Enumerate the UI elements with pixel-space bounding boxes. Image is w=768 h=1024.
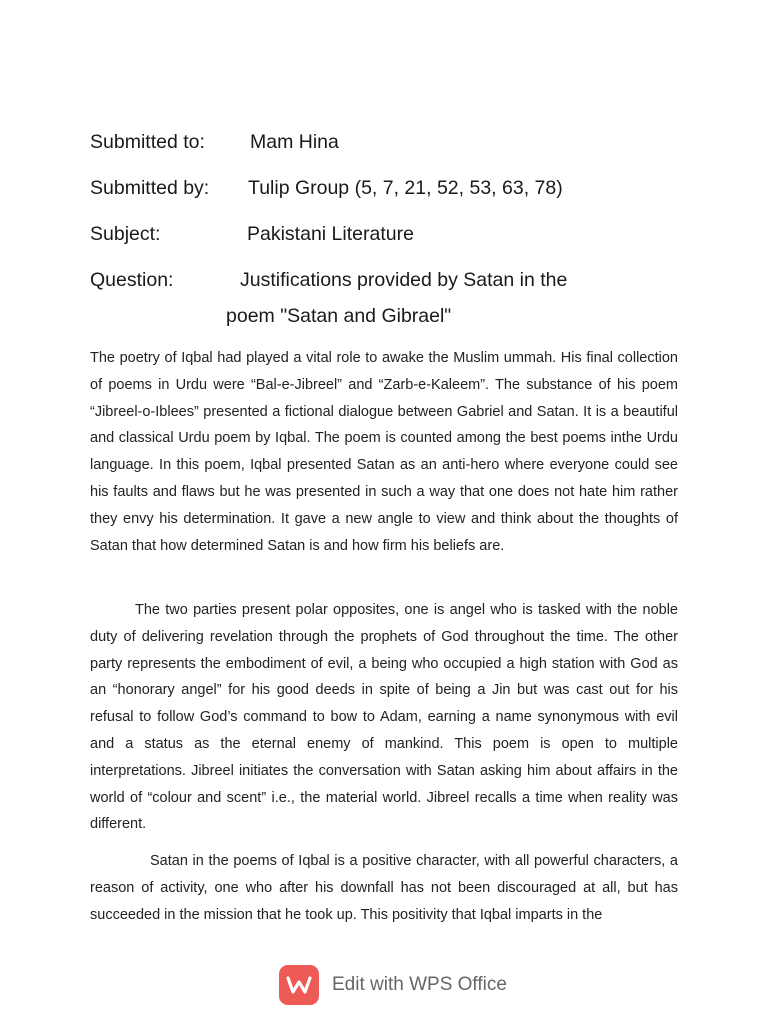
header-submitted-to (90, 130, 339, 154)
question-value-line1: Justifications provided by Satan in the (240, 269, 568, 291)
header-submitted-by (90, 176, 563, 200)
paragraph-1: The poetry of Iqbal had played a vital role to awake the Muslim ummah. His final collection of poems in Urdu were “Bal-e-Jibreel” and “Zarb-e-Kaleem”. The substance of his poem “Jibreel-o-Iblees” presented a fictional dialogue between Gabriel and Satan. It is a beautiful and classical Urdu poem by Iqbal. The poem is counted among the best poems inthe Urdu language. In this poem, Iqbal presented Satan as an anti-hero where everyone could see his faults and flaws but he was presented in such a way that one does not hate him rather they envy his determination. It gave a new angle to view and think about the thoughts of Satan that how determined Satan is and how firm his beliefs are. (90, 350, 678, 554)
subject-value: Pakistani Literature (247, 223, 414, 245)
edit-with-wps-text[interactable]: Edit with WPS Office (332, 974, 507, 995)
submitted-to-label: Submitted to: (90, 131, 205, 153)
wps-footer[interactable] (279, 965, 507, 1005)
header-question (90, 268, 568, 292)
paragraph-3: Satan in the poems of Iqbal is a positive character, with all powerful characters, a reason of activity, one who after his downfall has not been discouraged at all, but has succeeded in the mission that he took up. This positivity that Iqbal imparts in the (90, 853, 678, 923)
subject-label: Subject: (90, 223, 161, 245)
paragraph-2: The two parties present polar opposites, one is angel who is tasked with the noble duty of delivering revelation through the prophets of God throughout the time. The other party represents the embodiment of evil, a being who occupied a high station with God as an “honorary angel” for his good deeds in spite of being a Jin but was cast out for his refusal to follow God’s command to bow to Adam, earning a name synonymous with evil and a status as the eternal enemy of mankind. This poem is open to multiple interpretations. Jibreel initiates the conversation with Satan asking him about affairs in the world of “colour and scent” i.e., the material world. Jibreel recalls a time when reality was different. (90, 602, 678, 833)
submitted-by-value: Tulip Group (5, 7, 21, 52, 53, 63, 78) (248, 177, 563, 199)
submitted-to-value: Mam Hina (250, 131, 339, 153)
header-subject (90, 222, 414, 246)
submitted-by-label: Submitted by: (90, 177, 210, 199)
question-value-line2: poem "Satan and Gibrael" (226, 305, 452, 327)
question-label: Question: (90, 269, 174, 291)
wps-office-logo-icon (279, 965, 319, 1005)
